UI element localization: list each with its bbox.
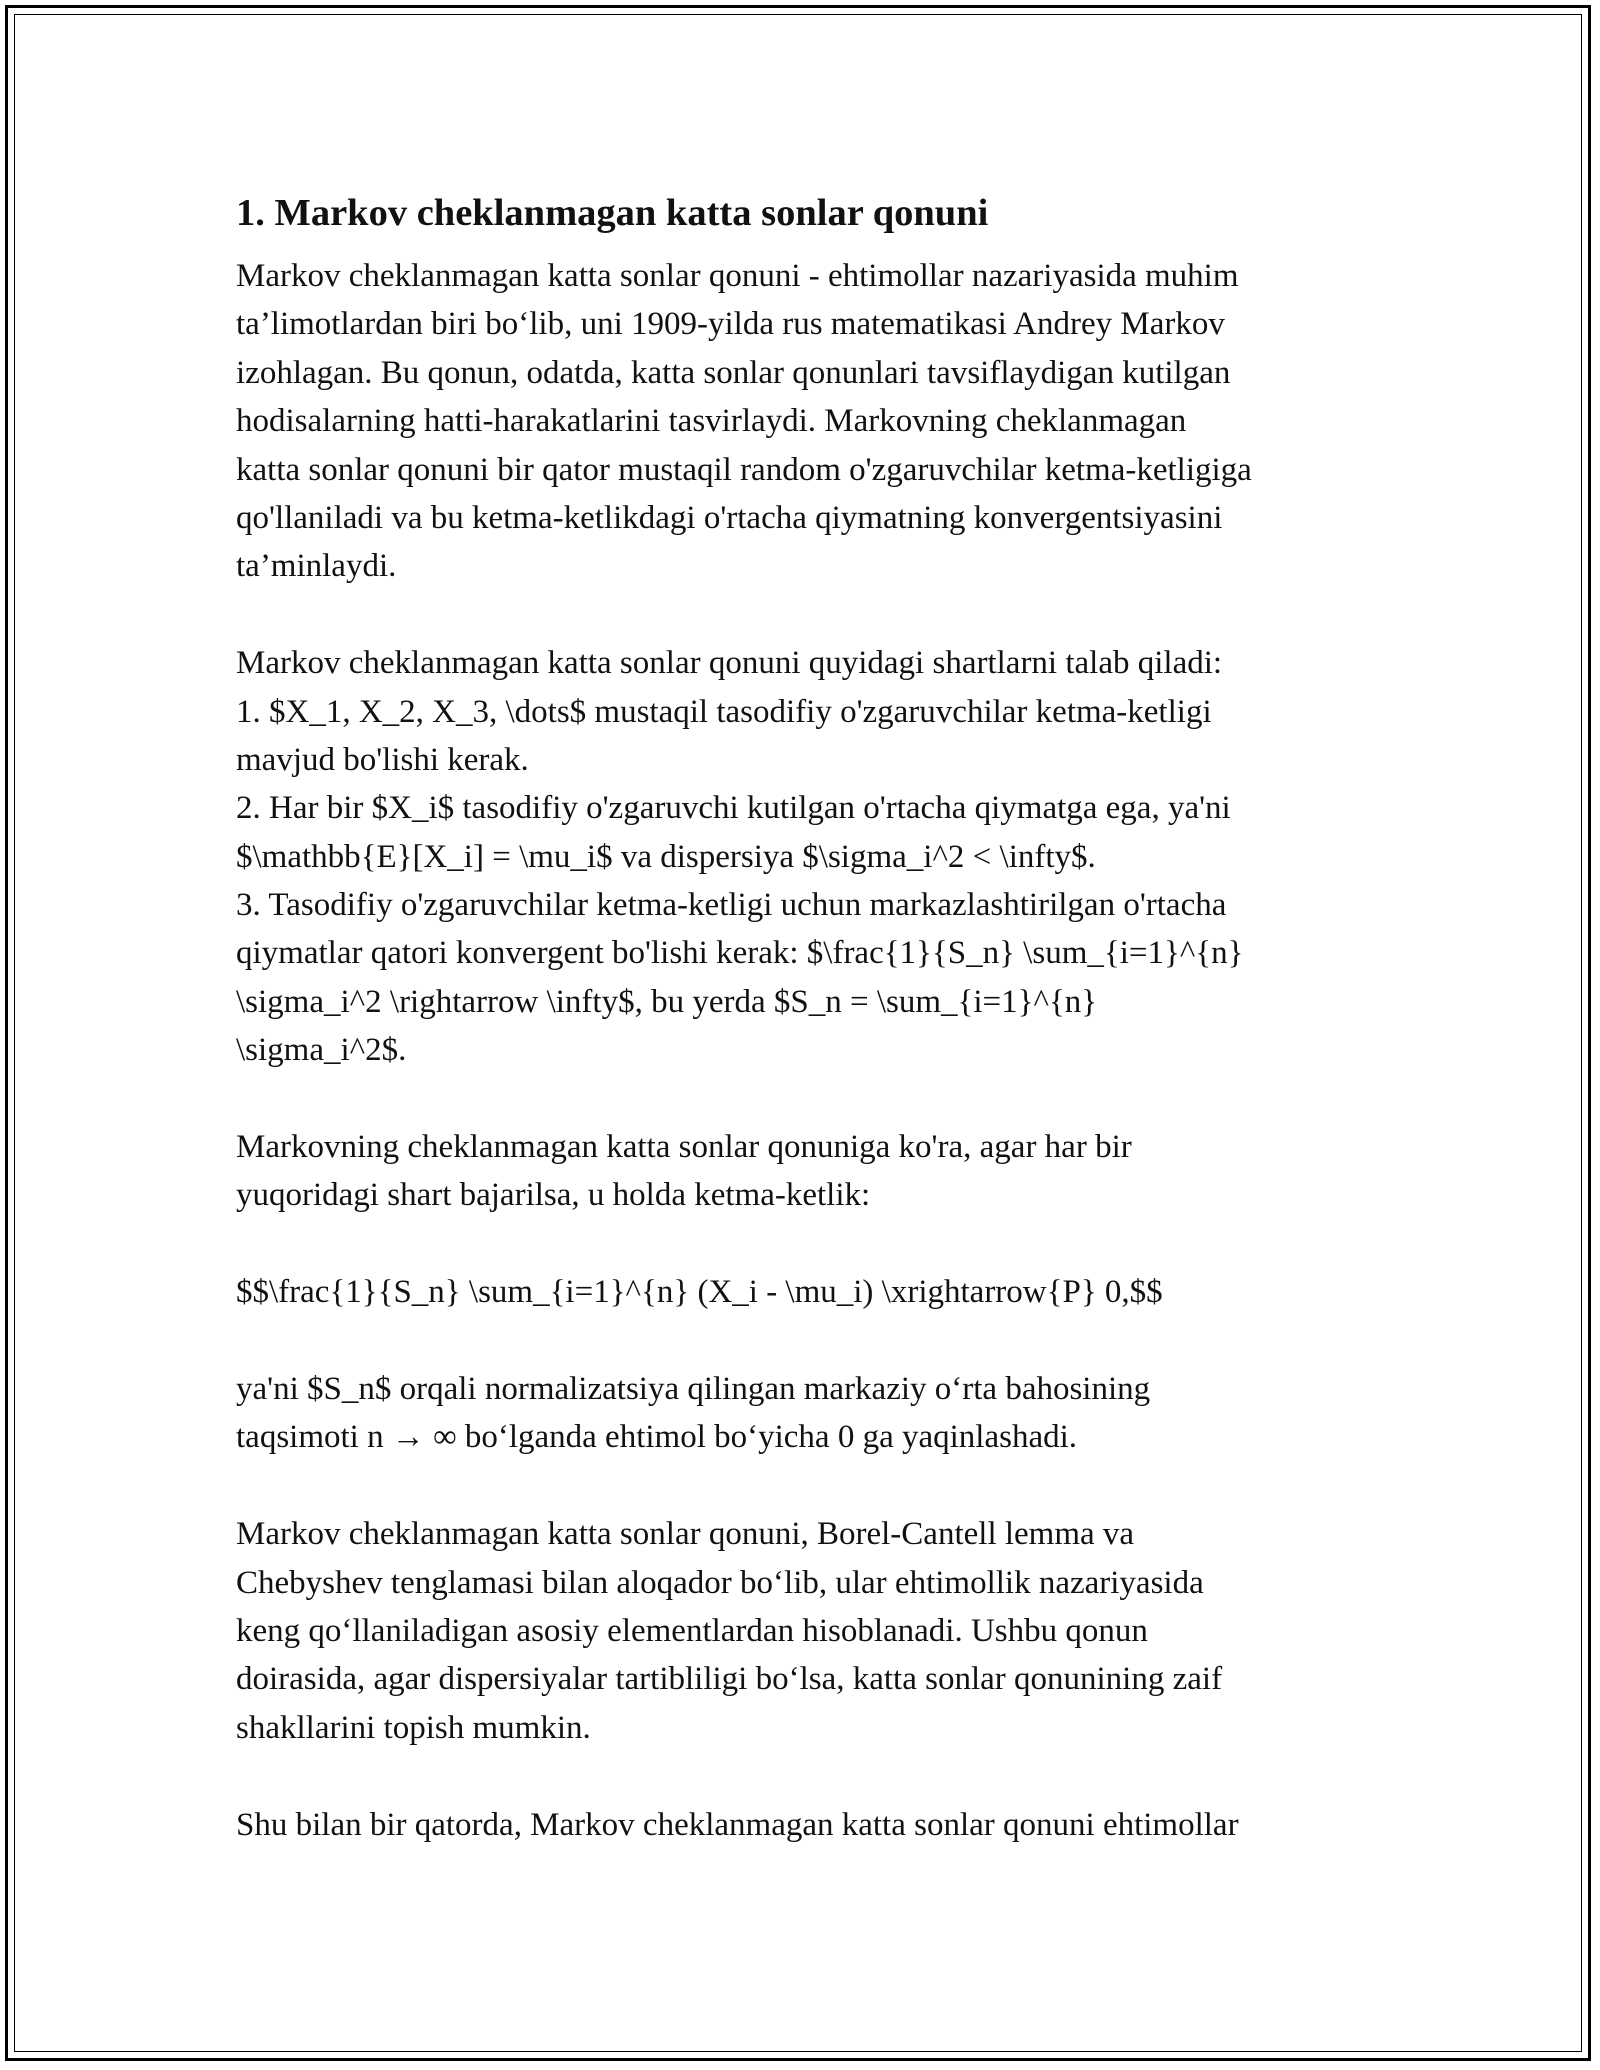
text-line: Markov cheklanmagan katta sonlar qonuni quyidagi shartlarni talab qiladi: [236, 645, 1223, 682]
text-line: Markov cheklanmagan katta sonlar qonuni, Borel-Cantell lemma va [236, 1516, 1135, 1553]
text-line: 2. Har bir $X_i$ tasodifiy o'zgaruvchi kutilgan o'rtacha qiymatga ega, ya'ni [236, 790, 1231, 827]
paragraph [236, 639, 1376, 1075]
text-line: ya'ni $S_n$ orqali normalizatsiya qilingan markaziy o‘rta bahosining [236, 1370, 1151, 1407]
text-line: ta’minlaydi. [236, 548, 397, 585]
text-line: $\mathbb{E}[X_i] = \mu_i$ va dispersiya $\sigma_i^2 < \infty$. [236, 838, 1096, 875]
text-line: \sigma_i^2 \rightarrow \infty$, bu yerda $S_n = \sum_{i=1}^{n} [236, 983, 1098, 1020]
paragraph-gap [236, 1075, 1376, 1123]
text-line: ta’limotlardan biri bo‘lib, uni 1909-yilda rus matematikasi Andrey Markov [236, 306, 1225, 343]
text-line: qiymatlar qatori konvergent bo'lishi kerak: $\frac{1}{S_n} \sum_{i=1}^{n} [236, 935, 1244, 972]
document-body [236, 182, 1376, 1849]
paragraph [236, 1123, 1376, 1220]
text-line: shakllarini topish mumkin. [236, 1709, 591, 1746]
paragraph [236, 252, 1376, 591]
paragraph-gap [236, 1752, 1376, 1800]
paragraph [236, 1801, 1376, 1849]
text-line: keng qo‘llaniladigan asosiy elementlardan hisoblanadi. Ushbu qonun [236, 1612, 1148, 1649]
text-line: taqsimoti n → ∞ bo‘lganda ehtimol bo‘yicha 0 ga yaqinlashadi. [236, 1419, 1078, 1456]
text-line: yuqoridagi shart bajarilsa, u holda ketma-ketlik: [236, 1177, 871, 1214]
text-line: izohlagan. Bu qonun, odatda, katta sonlar qonunlari tavsiflaydigan kutilgan [236, 354, 1231, 391]
paragraph-gap [236, 1220, 1376, 1268]
text-line: \sigma_i^2$. [236, 1032, 407, 1069]
text-line: doirasida, agar dispersiyalar tartibliligi bo‘lsa, katta sonlar qonunining zaif [236, 1661, 1223, 1698]
paragraph [236, 1365, 1376, 1462]
text-line: mavjud bo'lishi kerak. [236, 741, 529, 778]
paragraph-gap [236, 1317, 1376, 1365]
paragraphs-container [236, 252, 1376, 1849]
text-line: 1. $X_1, X_2, X_3, \dots$ mustaqil tasodifiy o'zgaruvchilar ketma-ketligi [236, 693, 1212, 730]
text-line: Markovning cheklanmagan katta sonlar qonuniga ko'ra, agar har bir [236, 1129, 1132, 1166]
paragraph [236, 1268, 1376, 1316]
paragraph-gap [236, 1462, 1376, 1510]
paragraph-gap [236, 591, 1376, 639]
text-line: Markov cheklanmagan katta sonlar qonuni - ehtimollar nazariyasida muhim [236, 258, 1239, 294]
text-line: Chebyshev tenglamasi bilan aloqador bo‘lib, ular ehtimollik nazariyasida [236, 1564, 1204, 1601]
text-line: katta sonlar qonuni bir qator mustaqil random o'zgaruvchilar ketma-ketligiga [236, 451, 1252, 488]
text-line: hodisalarning hatti-harakatlarini tasvirlaydi. Markovning cheklanmagan [236, 403, 1187, 440]
section-heading: 1. Markov cheklanmagan katta sonlar qonuni [236, 192, 989, 234]
text-line: qo'llaniladi va bu ketma-ketlikdagi o'rtacha qiymatning konvergentsiyasini [236, 499, 1223, 536]
paragraph [236, 1510, 1376, 1752]
text-line: 3. Tasodifiy o'zgaruvchilar ketma-ketligi uchun markazlashtirilgan o'rtacha [236, 887, 1227, 924]
text-line: $$\frac{1}{S_n} \sum_{i=1}^{n} (X_i - \mu_i) \xrightarrow{P} 0,$$ [236, 1274, 1163, 1311]
text-line: Shu bilan bir qatorda, Markov cheklanmagan katta sonlar qonuni ehtimollar [236, 1806, 1239, 1843]
